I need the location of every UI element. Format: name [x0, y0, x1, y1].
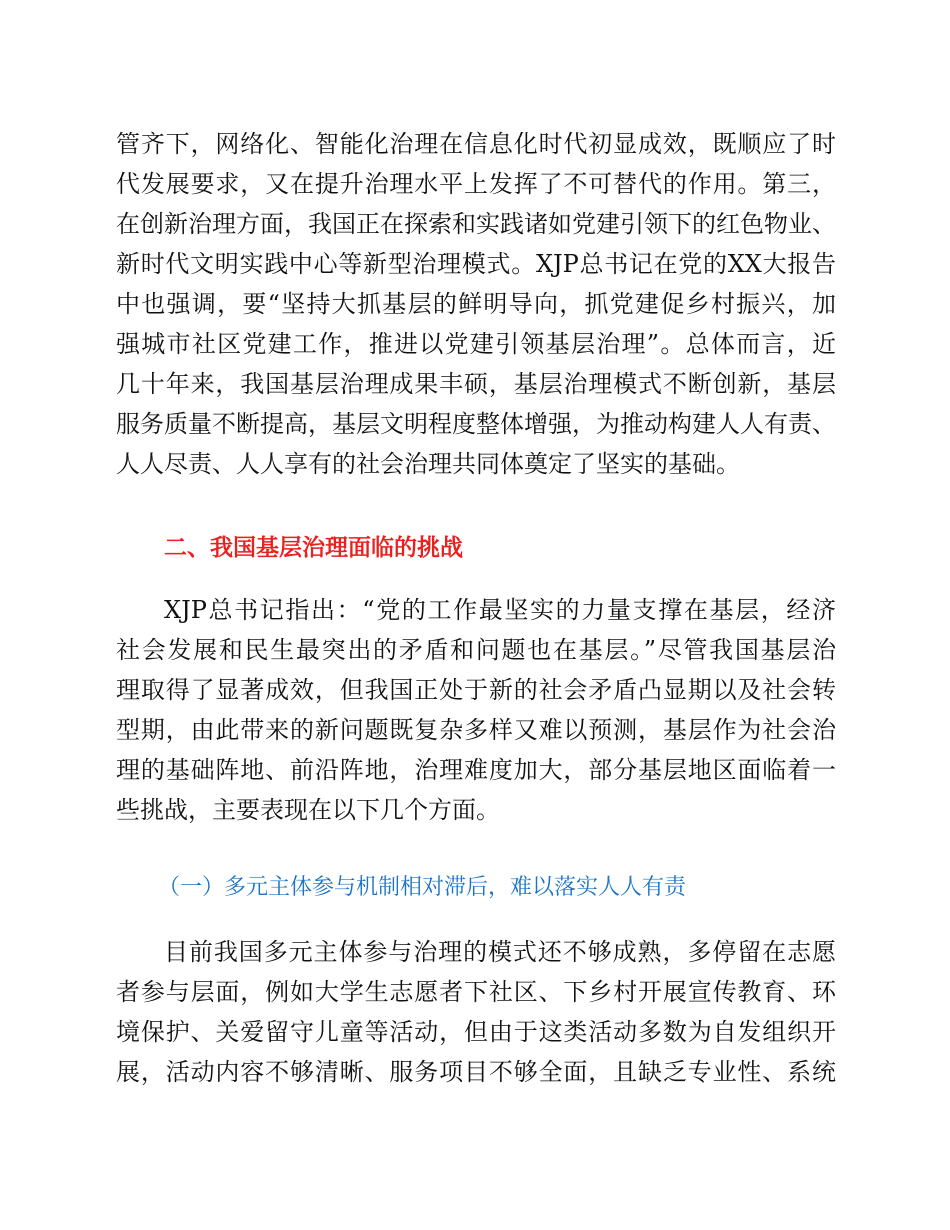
paragraph-line: 新时代文明实践中心等新型治理模式。XJP总书记在党的XX大报告 [116, 250, 836, 278]
paragraph-line: 人人尽责、人人享有的社会治理共同体奠定了坚实的基础。 [116, 450, 740, 478]
section-heading-challenges: 二、我国基层治理面临的挑战 [164, 535, 463, 561]
paragraph-governance-achievements [116, 124, 836, 484]
paragraph-line: 理取得了显著成效，但我国正处于新的社会矛盾凸显期以及社会转 [116, 676, 836, 704]
paragraph-line: 型期，由此带来的新问题既复杂多样又难以预测，基层作为社会治 [116, 716, 836, 744]
paragraph-line: 管齐下，网络化、智能化治理在信息化时代初显成效，既顺应了时 [116, 130, 836, 158]
subsection-heading-multi-actor: （一）多元主体参与机制相对滞后，难以落实人人有责 [158, 875, 687, 900]
paragraph-line: 社会发展和民生最突出的矛盾和问题也在基层。”尽管我国基层治 [116, 636, 836, 664]
paragraph-line: 几十年来，我国基层治理成果丰硕，基层治理模式不断创新，基层 [116, 370, 836, 398]
paragraph-line: XJP总书记指出：“党的工作最坚实的力量支撑在基层，经济 [164, 596, 836, 624]
paragraph-line: 中也强调，要“坚持大抓基层的鲜明导向，抓党建促乡村振兴，加 [116, 290, 836, 318]
paragraph-line: 理的基础阵地、前沿阵地，治理难度加大，部分基层地区面临着一 [116, 756, 836, 784]
paragraph-line: 者参与层面，例如大学生志愿者下社区、下乡村开展宣传教育、环 [116, 978, 836, 1006]
paragraph-line: 目前我国多元主体参与治理的模式还不够成熟，多停留在志愿 [164, 938, 836, 966]
paragraph-line: 境保护、关爱留守儿童等活动，但由于这类活动多数为自发组织开 [116, 1018, 836, 1046]
paragraph-line: 服务质量不断提高，基层文明程度整体增强，为推动构建人人有责、 [116, 410, 836, 438]
paragraph-challenges-intro [116, 590, 836, 830]
paragraph-line: 强城市社区党建工作，推进以党建引领基层治理”。总体而言，近 [116, 330, 836, 358]
paragraph-line: 些挑战，主要表现在以下几个方面。 [116, 796, 500, 824]
paragraph-line: 在创新治理方面，我国正在探索和实践诸如党建引领下的红色物业、 [116, 210, 836, 238]
paragraph-line: 展，活动内容不够清晰、服务项目不够全面，且缺乏专业性、系统 [116, 1058, 836, 1086]
paragraph-line: 代发展要求，又在提升治理水平上发挥了不可替代的作用。第三， [116, 170, 836, 198]
paragraph-multi-actor [116, 932, 836, 1092]
